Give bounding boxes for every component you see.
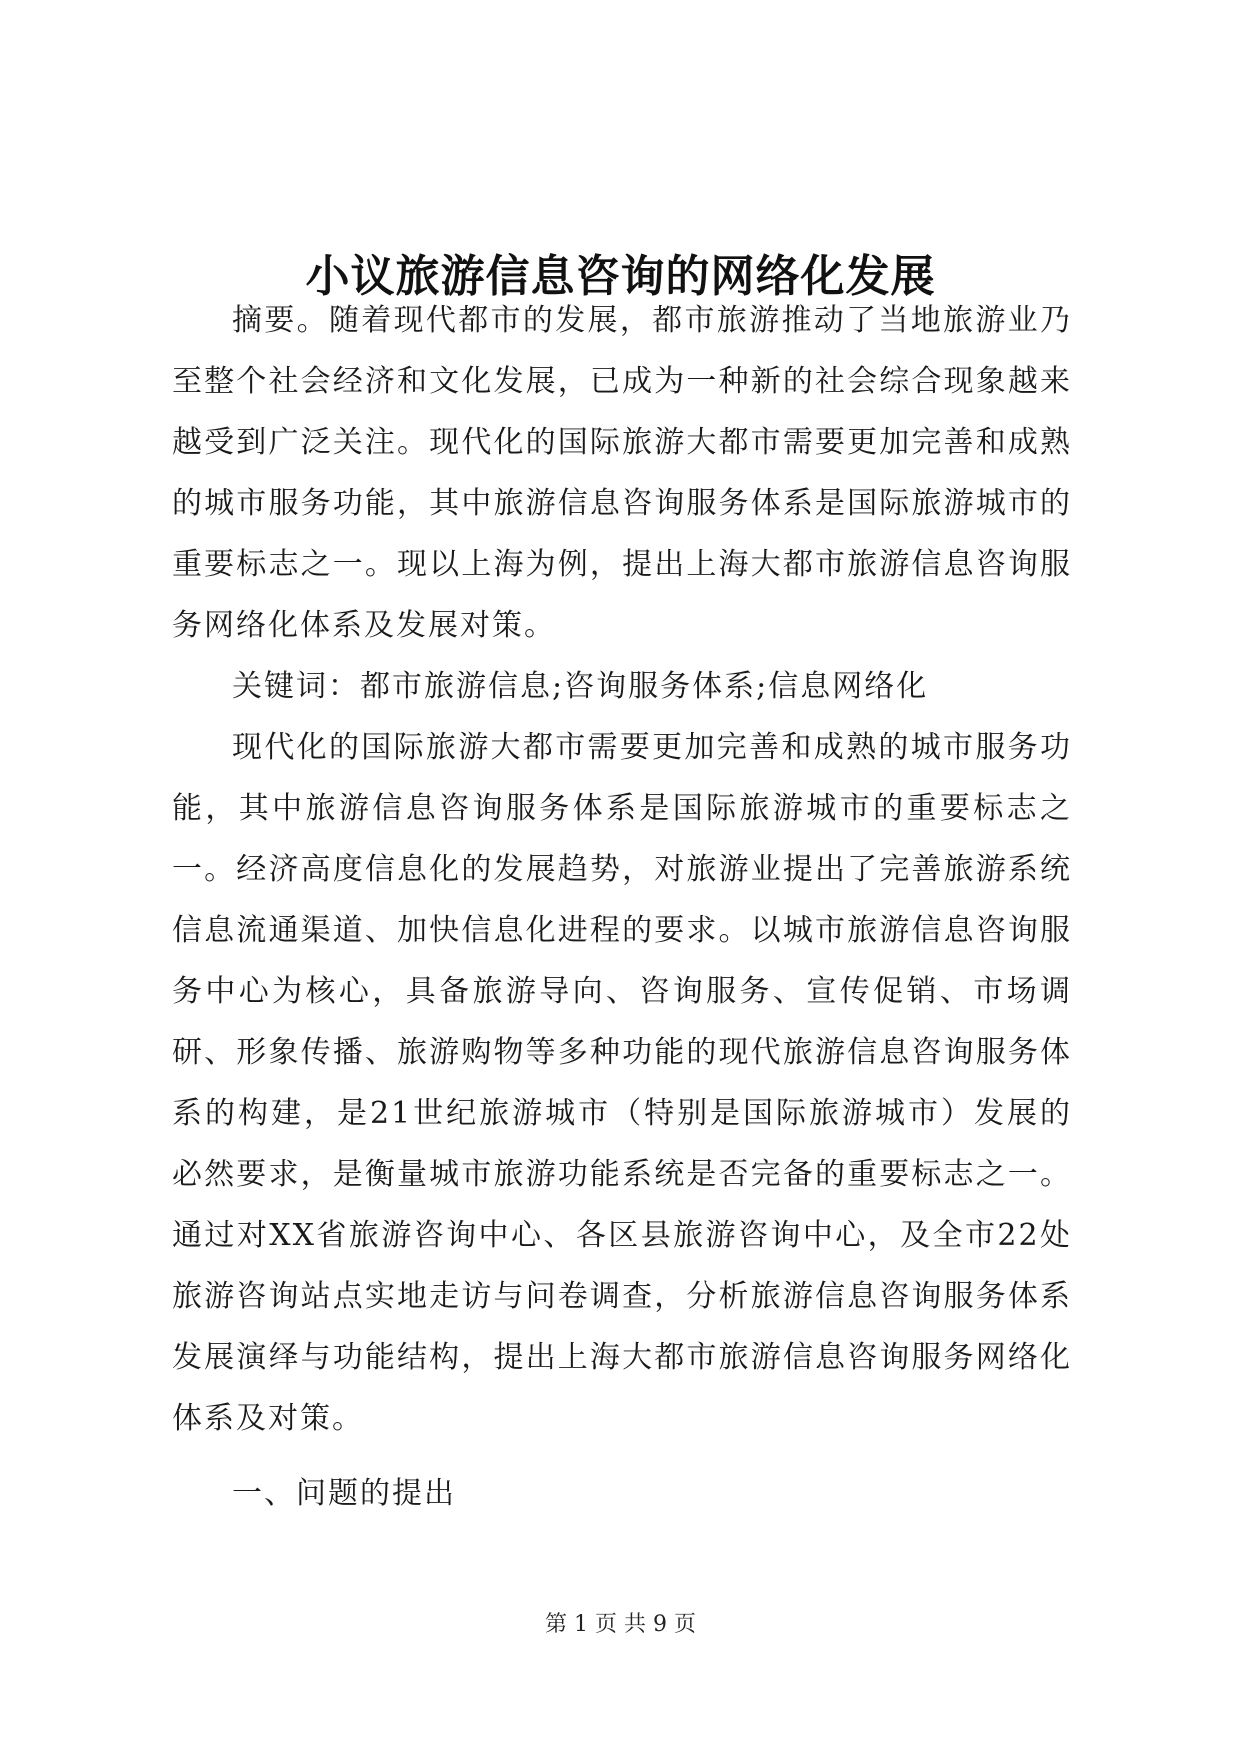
document-body [172,290,1072,1524]
page-footer: 第 1 页 共 9 页 [545,1612,696,1637]
intro-paragraph: 现代化的国际旅游大都市需要更加完善和成熟的城市服务功能，其中旅游信息咨询服务体系是国际旅游城市的重要标志之一。经济高度信息化的发展趋势，对旅游业提出了完善旅游系统信息流通渠道、加快信息化进程的要求。以城市旅游信息咨询服务中心为核心，具备旅游导向、咨询服务、宣传促销、市场调研、形象传播、旅游购物等多种功能的现代旅游信息咨询服务体系的构建，是21世纪旅游城市（特别是国际旅游城市）发展的必然要求，是衡量城市旅游功能系统是否完备的重要标志之一。通过对XX省旅游咨询中心、各区县旅游咨询中心，及全市22处旅游咨询站点实地走访与问卷调查，分析旅游信息咨询服务体系发展演绎与功能结构，提出上海大都市旅游信息咨询服务网络化体系及对策。 [172,730,1072,1436]
abstract-paragraph: 摘要。随着现代都市的发展，都市旅游推动了当地旅游业乃至整个社会经济和文化发展，已成为一种新的社会综合现象越来越受到广泛关注。现代化的国际旅游大都市需要更加完善和成熟的城市服务功能，其中旅游信息咨询服务体系是国际旅游城市的重要标志之一。现以上海为例，提出上海大都市旅游信息咨询服务网络化体系及发展对策。 [172,303,1072,643]
keywords-paragraph: 关键词：都市旅游信息;咨询服务体系;信息网络化 [232,669,929,704]
section-heading: 一、问题的提出 [232,1476,456,1511]
page-title: 小议旅游信息咨询的网络化发展 [305,251,936,303]
